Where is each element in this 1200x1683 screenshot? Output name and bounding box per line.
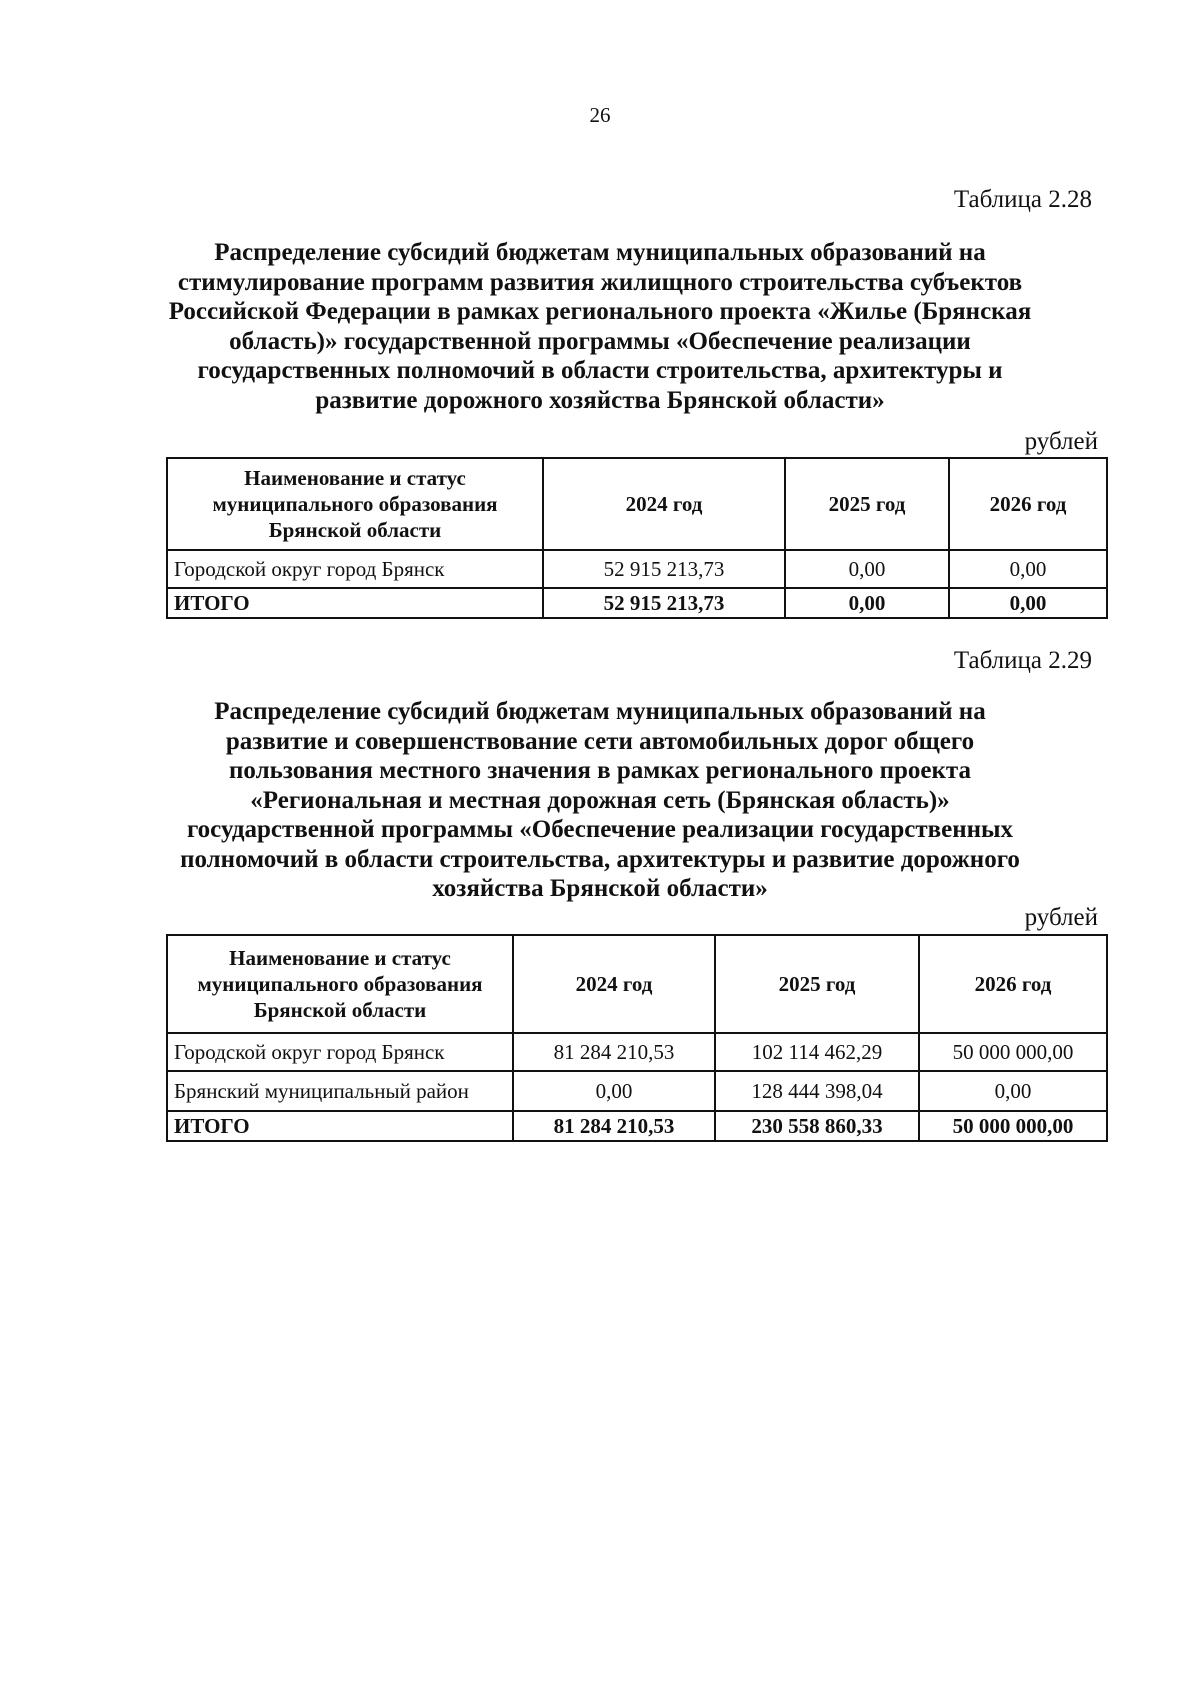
subsidy-table-2-29: [166, 934, 1108, 1142]
title-line: Распределение субсидий бюджетам муниципальных образований на: [214, 239, 986, 266]
row-name: Городской округ город Брянск: [167, 550, 543, 588]
title-line: развитие и совершенствование сети автомобильных дорог общего: [225, 727, 975, 755]
table-header-row: [167, 458, 1107, 550]
row-value-2024: 0,00: [513, 1071, 715, 1111]
row-name: Городской округ город Брянск: [167, 1033, 513, 1071]
title-line: пользования местного значения в рамках регионального проекта: [229, 757, 971, 784]
table-title-2-29: [150, 697, 1050, 904]
row-value-2025: 0,00: [785, 550, 949, 588]
column-header-2026: 2026 год: [919, 935, 1107, 1033]
total-value-2026: 50 000 000,00: [919, 1111, 1107, 1141]
units-label: рублей: [1024, 428, 1098, 455]
total-value-2024: 52 915 213,73: [543, 588, 785, 618]
total-value-2025: 230 558 860,33: [715, 1111, 919, 1141]
total-value-2024: 81 284 210,53: [513, 1111, 715, 1141]
row-value-2026: 50 000 000,00: [919, 1033, 1107, 1071]
row-value-2025: 128 444 398,04: [715, 1071, 919, 1111]
total-label: ИТОГО: [167, 1111, 513, 1141]
row-value-2024: 81 284 210,53: [513, 1033, 715, 1071]
title-line: государственной программы «Обеспечение реализации государственных: [186, 816, 1014, 843]
row-name: Брянский муниципальный район: [167, 1071, 513, 1111]
table-label-2-28: Таблица 2.28: [953, 186, 1092, 213]
table-row: [167, 1033, 1107, 1071]
column-header-2025: 2025 год: [715, 935, 919, 1033]
title-line: развитие дорожного хозяйства Брянской области»: [315, 386, 885, 414]
column-header-name: Наименование и статус муниципального образования Брянской области: [167, 458, 543, 550]
table-row: [167, 550, 1107, 588]
row-value-2026: 0,00: [949, 550, 1107, 588]
column-header-2024: 2024 год: [543, 458, 785, 550]
total-row: [167, 1111, 1107, 1141]
row-value-2025: 102 114 462,29: [715, 1033, 919, 1071]
units-label: рублей: [1024, 904, 1098, 931]
page-number: 26: [589, 103, 611, 127]
column-header-2026: 2026 год: [949, 458, 1107, 550]
title-line: государственных полномочий в области строительства, архитектуры и: [197, 357, 1003, 384]
total-label: ИТОГО: [167, 588, 543, 618]
subsidy-table-2-28: [166, 457, 1108, 619]
title-line: хозяйства Брянской области»: [432, 875, 768, 902]
title-line: область)» государственной программы «Обеспечение реализации: [229, 327, 971, 355]
row-value-2024: 52 915 213,73: [543, 550, 785, 588]
column-header-2025: 2025 год: [785, 458, 949, 550]
title-line: Российской Федерации в рамках регионального проекта «Жилье (Брянская: [168, 298, 1032, 325]
row-value-2026: 0,00: [919, 1071, 1107, 1111]
total-row: [167, 588, 1107, 618]
title-line: «Региональная и местная дорожная сеть (Брянская область)»: [250, 786, 950, 814]
table-title-2-28: [150, 238, 1050, 415]
total-value-2025: 0,00: [785, 588, 949, 618]
title-line: стимулирование программ развития жилищного строительства субъектов: [177, 268, 1023, 296]
table-row: [167, 1071, 1107, 1111]
table-header-row: [167, 935, 1107, 1033]
table-label-2-29: Таблица 2.29: [953, 647, 1092, 674]
column-header-2024: 2024 год: [513, 935, 715, 1033]
total-value-2026: 0,00: [949, 588, 1107, 618]
title-line: полномочий в области строительства, архитектуры и развитие дорожного: [180, 845, 1020, 873]
title-line: Распределение субсидий бюджетам муниципальных образований на: [214, 698, 986, 725]
column-header-name: Наименование и статус муниципального образования Брянской области: [167, 935, 513, 1033]
